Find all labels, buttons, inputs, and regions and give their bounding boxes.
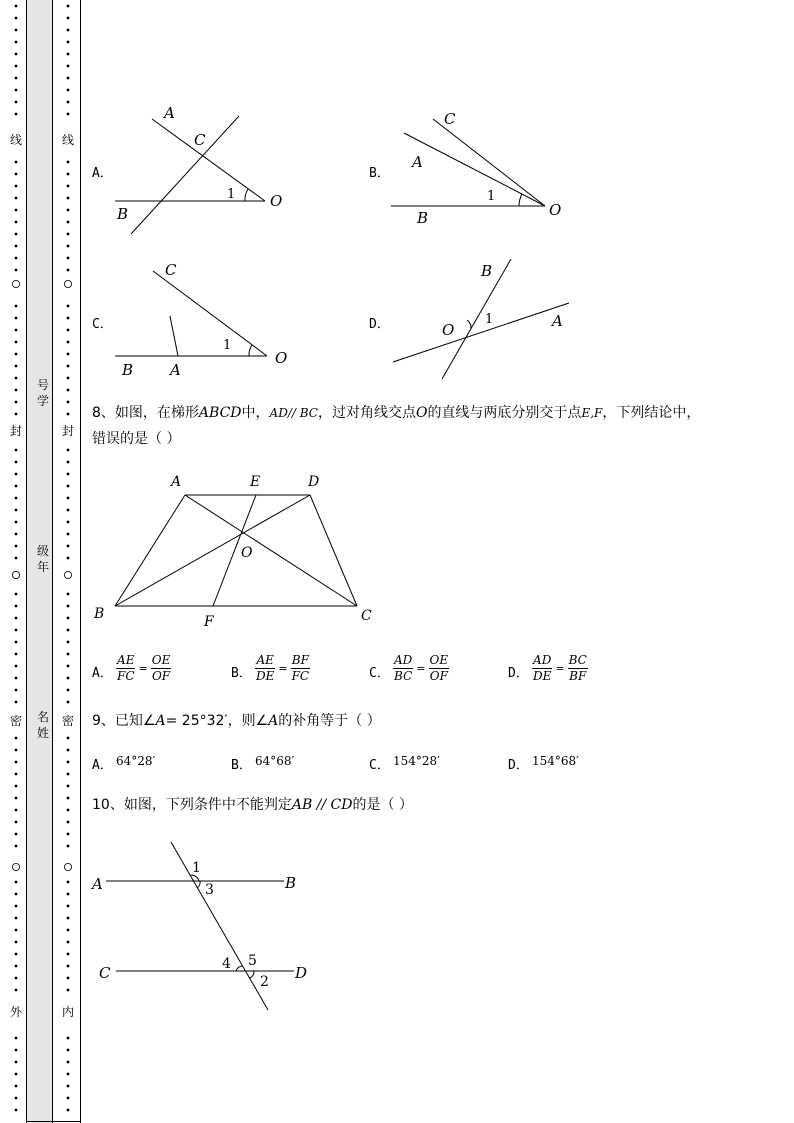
field-char: 姓 xyxy=(36,726,49,740)
q8-text: ，下列结论中， xyxy=(602,405,701,421)
angle-5-label: 5 xyxy=(248,953,257,969)
q8-stem-line1 xyxy=(92,402,700,422)
cut-dot xyxy=(67,1037,70,1040)
cut-dot xyxy=(67,473,70,476)
cut-dot xyxy=(15,653,18,656)
cut-dot xyxy=(67,605,70,608)
cut-dot xyxy=(67,797,70,800)
cut-dot xyxy=(67,617,70,620)
label-o: O xyxy=(442,321,455,339)
label-a: A xyxy=(164,104,175,122)
cut-dot xyxy=(67,65,70,68)
label-a: A xyxy=(412,153,423,171)
cut-dot xyxy=(15,737,18,740)
cut-dot xyxy=(15,221,18,224)
cut-dot xyxy=(15,113,18,116)
cut-dot xyxy=(15,677,18,680)
cut-dot xyxy=(67,389,70,392)
numerator: AD xyxy=(394,653,413,667)
field-char: 号 xyxy=(36,378,49,392)
cut-dot xyxy=(15,773,18,776)
cut-circle-mark xyxy=(12,280,19,287)
cut-dot xyxy=(15,641,18,644)
cut-dot xyxy=(67,917,70,920)
equals-sign: = xyxy=(278,662,288,675)
angle-1-label: 1 xyxy=(227,187,236,202)
cut-dot xyxy=(67,809,70,812)
field-char: 名 xyxy=(36,710,49,724)
denominator: DE xyxy=(533,669,552,683)
q7-option-a-figure xyxy=(105,100,305,240)
cut-dot xyxy=(15,173,18,176)
q9-text: 已知∠ xyxy=(114,713,156,729)
label-b: B xyxy=(94,606,105,622)
cut-dot xyxy=(15,377,18,380)
cut-dot xyxy=(15,845,18,848)
cut-dot xyxy=(67,1061,70,1064)
dotted-cut-line-outer xyxy=(12,0,20,1123)
q7-option-d-letter[interactable]: D． xyxy=(369,317,390,332)
cut-dot xyxy=(67,305,70,308)
field-student-number xyxy=(36,377,50,409)
q9-option-c-value[interactable]: 154°28′ xyxy=(393,754,440,768)
cut-dot xyxy=(15,89,18,92)
binding-bottom-line xyxy=(26,1121,81,1122)
cut-dot xyxy=(15,941,18,944)
cut-dot xyxy=(67,101,70,104)
label-c: C xyxy=(99,964,111,982)
cut-dot xyxy=(67,413,70,416)
cut-dot xyxy=(15,809,18,812)
cut-dot xyxy=(67,89,70,92)
cut-dot xyxy=(15,545,18,548)
cut-dot xyxy=(67,737,70,740)
equals-sign: = xyxy=(138,662,148,675)
cut-dot xyxy=(67,353,70,356)
q9-text: = 25°32′，则∠ xyxy=(165,713,269,729)
cut-dot xyxy=(67,881,70,884)
cut-dot xyxy=(67,185,70,188)
q8-option-c-fraction[interactable] xyxy=(393,653,449,684)
cut-dot xyxy=(15,893,18,896)
cut-dot xyxy=(15,5,18,8)
label-o: O xyxy=(241,545,253,561)
cut-dot xyxy=(15,593,18,596)
q9-option-d-letter[interactable]: D． xyxy=(508,758,529,773)
cut-circle-mark xyxy=(64,280,71,287)
cut-dot xyxy=(67,653,70,656)
cut-dot xyxy=(67,665,70,668)
label-b: B xyxy=(481,262,493,280)
denominator: DE xyxy=(256,669,275,683)
cut-dot xyxy=(67,497,70,500)
q8-stem-line2: 错误的是（ ） xyxy=(92,431,181,447)
cut-dot xyxy=(67,53,70,56)
binding-line xyxy=(26,0,27,1123)
cut-dot xyxy=(67,785,70,788)
cut-dot xyxy=(15,341,18,344)
cut-circle-mark xyxy=(12,571,19,578)
cut-dot xyxy=(67,317,70,320)
cut-dot xyxy=(15,797,18,800)
q9-math: A xyxy=(268,713,279,729)
equals-sign: = xyxy=(416,662,426,675)
cut-dot xyxy=(15,353,18,356)
field-name xyxy=(36,709,50,741)
inner-mark-feng: 封 xyxy=(61,424,74,438)
cut-dot xyxy=(15,917,18,920)
q7-option-d-figure xyxy=(385,250,585,385)
dotted-cut-line-inner xyxy=(64,0,72,1123)
q7-option-c-letter[interactable]: C． xyxy=(92,317,113,332)
label-o: O xyxy=(270,192,283,210)
cut-dot xyxy=(15,521,18,524)
cut-dot xyxy=(67,977,70,980)
binding-line xyxy=(52,0,53,1123)
q7-option-b-letter[interactable]: B． xyxy=(369,166,390,181)
cut-dot xyxy=(15,1073,18,1076)
cut-dot xyxy=(67,509,70,512)
cut-dot xyxy=(67,989,70,992)
cut-dot xyxy=(15,461,18,464)
binding-line xyxy=(80,0,81,1123)
cut-dot xyxy=(15,1061,18,1064)
cut-dot xyxy=(15,209,18,212)
q8-math: ABCD xyxy=(198,405,242,421)
denominator: FC xyxy=(291,669,310,683)
cut-dot xyxy=(15,605,18,608)
cut-dot xyxy=(15,761,18,764)
cut-dot xyxy=(15,821,18,824)
cut-dot xyxy=(15,1037,18,1040)
angle-2-label: 2 xyxy=(260,974,269,990)
label-e: E xyxy=(250,474,261,490)
label-c: C xyxy=(361,608,372,624)
cut-dot xyxy=(67,965,70,968)
inner-mark-mi: 密 xyxy=(61,714,74,728)
field-char: 级 xyxy=(36,544,49,558)
cut-dot xyxy=(15,473,18,476)
cut-dot xyxy=(15,401,18,404)
outer-mark-feng: 封 xyxy=(9,424,22,438)
cut-dot xyxy=(67,701,70,704)
q10-text: 的是（ ） xyxy=(352,797,413,813)
field-grade xyxy=(36,543,50,575)
cut-dot xyxy=(15,689,18,692)
label-c: C xyxy=(444,110,456,128)
q9-option-a-letter[interactable]: A． xyxy=(92,758,113,773)
cut-dot xyxy=(15,17,18,20)
cut-dot xyxy=(67,677,70,680)
numerator: AE xyxy=(256,653,274,667)
q8-text: 中， xyxy=(241,405,270,421)
outer-mark-mi: 密 xyxy=(9,714,22,728)
cut-dot xyxy=(67,905,70,908)
angle-1-label: 1 xyxy=(487,189,496,204)
q8-number: 8、 xyxy=(92,405,115,421)
cut-dot xyxy=(67,485,70,488)
q8-option-a-letter[interactable]: A． xyxy=(92,666,113,681)
cut-dot xyxy=(67,845,70,848)
inner-mark-xian: 线 xyxy=(61,133,74,147)
cut-dot xyxy=(67,77,70,80)
label-b: B xyxy=(122,361,134,379)
cut-dot xyxy=(15,929,18,932)
q8-math: E,F xyxy=(581,406,603,420)
cut-dot xyxy=(15,233,18,236)
cut-dot xyxy=(67,329,70,332)
cut-dot xyxy=(67,269,70,272)
q10-math: AB // CD xyxy=(291,797,353,813)
cut-dot xyxy=(67,197,70,200)
q8-text: 的直线与两底分别交于点 xyxy=(427,405,582,421)
cut-circle-mark xyxy=(12,863,19,870)
cut-dot xyxy=(15,989,18,992)
label-a: A xyxy=(170,361,181,379)
q7-option-b-figure xyxy=(385,100,585,240)
q8-math: AD// BC xyxy=(269,406,318,420)
label-c: C xyxy=(194,131,206,149)
cut-dot xyxy=(67,377,70,380)
cut-dot xyxy=(15,77,18,80)
cut-dot xyxy=(15,977,18,980)
numerator: OE xyxy=(151,653,171,667)
cut-dot xyxy=(67,233,70,236)
cut-circle-mark xyxy=(64,571,71,578)
denominator: BF xyxy=(569,669,587,683)
cut-dot xyxy=(15,833,18,836)
cut-dot xyxy=(67,341,70,344)
cut-dot xyxy=(67,521,70,524)
field-char: 年 xyxy=(36,560,49,574)
cut-dot xyxy=(15,101,18,104)
cut-dot xyxy=(67,257,70,260)
cut-dot xyxy=(15,749,18,752)
q9-math: A xyxy=(155,713,166,729)
q8-option-d-fraction[interactable] xyxy=(532,653,588,684)
cut-dot xyxy=(67,941,70,944)
cut-dot xyxy=(15,257,18,260)
cut-dot xyxy=(15,701,18,704)
q8-option-c-letter[interactable]: C． xyxy=(369,666,390,681)
label-b: B xyxy=(417,209,429,227)
cut-dot xyxy=(67,929,70,932)
q9-option-b-letter[interactable]: B． xyxy=(231,758,252,773)
cut-dot xyxy=(15,41,18,44)
cut-dot xyxy=(67,893,70,896)
angle-4-label: 4 xyxy=(222,956,231,972)
cut-dot xyxy=(67,41,70,44)
cut-dot xyxy=(67,17,70,20)
numerator: OE xyxy=(429,653,449,667)
cut-dot xyxy=(67,773,70,776)
cut-dot xyxy=(67,461,70,464)
outer-mark-xian: 线 xyxy=(9,133,22,147)
cut-dot xyxy=(15,665,18,668)
cut-dot xyxy=(15,509,18,512)
q8-option-d-letter[interactable]: D． xyxy=(508,666,529,681)
denominator: OF xyxy=(429,669,448,683)
q8-math: O xyxy=(415,405,428,421)
numerator: BF xyxy=(291,653,309,667)
cut-dot xyxy=(15,1049,18,1052)
cut-dot xyxy=(15,305,18,308)
cut-dot xyxy=(67,29,70,32)
cut-dot xyxy=(15,449,18,452)
cut-dot xyxy=(67,821,70,824)
cut-dot xyxy=(15,185,18,188)
cut-dot xyxy=(15,161,18,164)
cut-dot xyxy=(67,161,70,164)
cut-dot xyxy=(67,1049,70,1052)
q10-stem xyxy=(92,794,413,814)
angle-1-label: 1 xyxy=(223,338,232,353)
cut-dot xyxy=(67,221,70,224)
numerator: BC xyxy=(568,653,587,667)
q8-option-b-letter[interactable]: B． xyxy=(231,666,252,681)
q8-text: 如图，在梯形 xyxy=(114,405,199,421)
q10-text: 如图，下列条件中不能判定 xyxy=(123,797,292,813)
cut-dot xyxy=(67,689,70,692)
cut-dot xyxy=(67,5,70,8)
cut-dot xyxy=(67,533,70,536)
label-a: A xyxy=(171,474,182,490)
label-f: F xyxy=(204,614,214,630)
q9-option-a-value[interactable]: 64°28′ xyxy=(116,754,156,768)
cut-dot xyxy=(15,65,18,68)
cut-dot xyxy=(67,833,70,836)
label-c: C xyxy=(165,261,177,279)
cut-dot xyxy=(15,617,18,620)
cut-dot xyxy=(67,401,70,404)
cut-dot xyxy=(15,965,18,968)
field-char: 学 xyxy=(36,394,49,408)
label-b: B xyxy=(285,874,297,892)
q8-option-a-fraction[interactable] xyxy=(116,653,171,684)
label-d: D xyxy=(308,474,320,490)
q8-trapezoid-figure xyxy=(85,468,385,633)
cut-dot xyxy=(67,761,70,764)
cut-dot xyxy=(15,413,18,416)
cut-dot xyxy=(67,1073,70,1076)
cut-dot xyxy=(67,593,70,596)
label-d: D xyxy=(295,964,308,982)
cut-dot xyxy=(15,1085,18,1088)
cut-dot xyxy=(15,53,18,56)
cut-dot xyxy=(67,953,70,956)
cut-dot xyxy=(67,449,70,452)
cut-dot xyxy=(15,365,18,368)
outer-mark-wai: 外 xyxy=(9,1005,22,1019)
cut-dot xyxy=(15,29,18,32)
cut-dot xyxy=(15,629,18,632)
cut-dot xyxy=(67,641,70,644)
cut-dot xyxy=(67,113,70,116)
label-o: O xyxy=(549,201,562,219)
denominator: FC xyxy=(117,669,135,683)
numerator: AD xyxy=(533,653,552,667)
q9-text: 的补角等于（ ） xyxy=(278,713,381,729)
q7-option-a-letter[interactable]: A． xyxy=(92,166,113,181)
label-a: A xyxy=(92,875,103,893)
cut-dot xyxy=(67,557,70,560)
cut-dot xyxy=(15,389,18,392)
cut-dot xyxy=(15,497,18,500)
denominator: OF xyxy=(151,669,171,683)
cut-dot xyxy=(15,329,18,332)
denominator: BC xyxy=(394,669,413,683)
angle-1-label: 1 xyxy=(485,312,494,327)
angle-3-label: 3 xyxy=(205,882,214,898)
q9-option-b-value[interactable]: 64°68′ xyxy=(255,754,295,768)
cut-dot xyxy=(15,785,18,788)
q9-stem xyxy=(92,710,381,730)
equals-sign: = xyxy=(555,662,565,675)
q9-option-c-letter[interactable]: C． xyxy=(369,758,390,773)
cut-dot xyxy=(15,197,18,200)
cut-dot xyxy=(15,269,18,272)
cut-dot xyxy=(15,485,18,488)
label-b: B xyxy=(117,205,129,223)
cut-dot xyxy=(67,173,70,176)
cut-dot xyxy=(15,533,18,536)
cut-dot xyxy=(67,209,70,212)
cut-dot xyxy=(15,881,18,884)
inner-mark-nei: 内 xyxy=(61,1005,74,1019)
cut-dot xyxy=(67,365,70,368)
cut-dot xyxy=(67,1097,70,1100)
cut-dot xyxy=(15,557,18,560)
cut-dot xyxy=(67,629,70,632)
label-a: A xyxy=(552,312,563,330)
q8-text: ，过对角线交点 xyxy=(317,405,416,421)
q10-number: 10、 xyxy=(92,797,124,813)
cut-dot xyxy=(67,245,70,248)
cut-dot xyxy=(15,905,18,908)
cut-dot xyxy=(15,953,18,956)
q9-number: 9、 xyxy=(92,713,115,729)
q9-option-d-value[interactable]: 154°68′ xyxy=(532,754,579,768)
cut-dot xyxy=(15,317,18,320)
cut-dot xyxy=(15,245,18,248)
cut-dot xyxy=(15,1109,18,1112)
q10-parallel-lines-figure xyxy=(88,835,328,1020)
label-o: O xyxy=(275,349,288,367)
cut-circle-mark xyxy=(64,863,71,870)
q8-option-b-fraction[interactable] xyxy=(255,653,310,684)
angle-1-label: 1 xyxy=(192,860,201,876)
cut-dot xyxy=(67,749,70,752)
cut-dot xyxy=(67,545,70,548)
q7-option-c-figure xyxy=(105,255,305,385)
cut-dot xyxy=(15,1097,18,1100)
numerator: AE xyxy=(117,653,135,667)
cut-dot xyxy=(67,1109,70,1112)
cut-dot xyxy=(67,1085,70,1088)
